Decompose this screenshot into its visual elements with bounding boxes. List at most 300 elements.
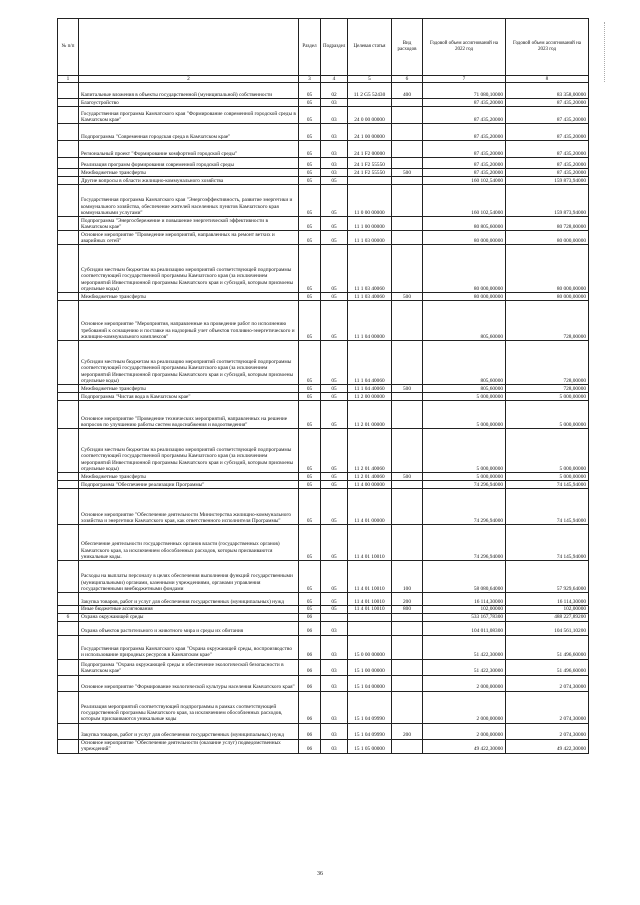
row-name: Субсидии местным бюджетам на реализацию мероприятий соответствующей подпрограммы соответствующей государственной программы Камчатского края (за исключением мероприятий Инвестиционной программы Камчатского края и субсидий, которым присвоены отдельные коды) — [79, 429, 299, 473]
row-number: 6 — [58, 613, 79, 621]
row-section: 06 — [299, 621, 321, 635]
colnum: 2 — [79, 76, 299, 83]
row-name: Другие вопросы в области жилищно-коммунального хозяйства — [79, 177, 299, 185]
row-amount-2022: 5 000,00000 — [423, 429, 506, 473]
row-section: 05 — [299, 393, 321, 401]
row-amount-2022: 80 000,00000 — [423, 293, 506, 301]
row-section: 05 — [299, 561, 321, 593]
row-number — [58, 473, 79, 481]
row-name: Межбюджетные трансферты — [79, 293, 299, 301]
row-name: Закупка товаров, работ и услуг для обеспечения государственных (муниципальных) нужд — [79, 593, 299, 606]
row-name: Расходы на выплаты персоналу в целях обеспечения выполнения функций государственными (муниципальными) органами, казенными учреждениями, органами управления государственными внебюджетными фондами — [79, 561, 299, 593]
row-subsection: 05 — [321, 177, 348, 185]
row-amount-2022: 80 000,00000 — [423, 231, 506, 245]
row-subsection: 05 — [321, 293, 348, 301]
row-section: 05 — [299, 385, 321, 393]
row-number — [58, 301, 79, 341]
row-name: Основное мероприятие "Проведение мероприятий, направленных на ремонт ветхих и аварийных сетей" — [79, 231, 299, 245]
row-section: 05 — [299, 301, 321, 341]
row-expense-type: 400 — [392, 83, 423, 99]
row-name: Межбюджетные трансферты — [79, 385, 299, 393]
row-subsection: 05 — [321, 245, 348, 293]
row-section: 05 — [299, 141, 321, 158]
table-row — [58, 393, 589, 401]
row-name: Подпрограмма "Современная городская среда в Камчатском крае" — [79, 124, 299, 141]
row-amount-2023: 80 000,00000 — [506, 231, 589, 245]
row-subsection: 03 — [321, 158, 348, 169]
row-expense-type — [392, 141, 423, 158]
row-amount-2023: 87 435,20000 — [506, 124, 589, 141]
row-expense-type — [392, 99, 423, 107]
row-expense-type: 200 — [392, 723, 423, 739]
row-target-article: 11 1 03 00000 — [348, 231, 392, 245]
row-subsection: 05 — [321, 385, 348, 393]
row-section: 05 — [299, 177, 321, 185]
row-number — [58, 124, 79, 141]
row-amount-2023: 159 873,94000 — [506, 185, 589, 217]
row-name: Государственная программа Камчатского края "Формирование современной городской среды в Камчатском крае" — [79, 107, 299, 124]
row-expense-type: 800 — [392, 606, 423, 613]
table-row — [58, 231, 589, 245]
row-target-article: 11 2 01 40060 — [348, 473, 392, 481]
row-section: 06 — [299, 691, 321, 723]
row-amount-2022: 74 296,94000 — [423, 489, 506, 525]
row-section: 06 — [299, 635, 321, 659]
row-target-article: 15 1 04 09990 — [348, 723, 392, 739]
row-target-article: 15 0 00 00000 — [348, 635, 392, 659]
row-amount-2022: 104 011,08300 — [423, 621, 506, 635]
table-row — [58, 245, 589, 293]
table-row — [58, 481, 589, 489]
row-subsection: 05 — [321, 341, 348, 385]
budget-table-sheet — [57, 18, 588, 754]
row-amount-2023: 728,00000 — [506, 385, 589, 393]
row-target-article: 11 4 01 10010 — [348, 561, 392, 593]
row-subsection: 05 — [321, 489, 348, 525]
row-amount-2023: 87 435,20000 — [506, 107, 589, 124]
row-expense-type — [392, 621, 423, 635]
row-subsection: 05 — [321, 525, 348, 561]
row-number — [58, 393, 79, 401]
row-section: 05 — [299, 293, 321, 301]
row-subsection: 05 — [321, 217, 348, 231]
row-name: Иные бюджетные ассигнования — [79, 606, 299, 613]
row-amount-2023: 2 074,30000 — [506, 691, 589, 723]
row-amount-2023: 16 114,30000 — [506, 593, 589, 606]
row-subsection: 03 — [321, 739, 348, 753]
colnum: 8 — [506, 76, 589, 83]
row-amount-2023: 87 435,20000 — [506, 141, 589, 158]
row-target-article: 11 0 00 00000 — [348, 185, 392, 217]
row-subsection: 05 — [321, 185, 348, 217]
table-row — [58, 561, 589, 593]
row-name: Субсидии местным бюджетам на реализацию мероприятий соответствующей подпрограммы соответствующей государственной программы Камчатского края (за исключением мероприятий Инвестиционной программы Камчатского края и субсидий, которым присвоены отдельные коды) — [79, 341, 299, 385]
row-number — [58, 659, 79, 675]
row-expense-type — [392, 158, 423, 169]
row-subsection: 03 — [321, 169, 348, 177]
row-name: Капитальные вложения в объекты государственной (муниципальной) собственности — [79, 83, 299, 99]
row-number — [58, 621, 79, 635]
header-name — [79, 19, 299, 76]
row-name: Региональный проект "Формирование комфортной городской среды" — [79, 141, 299, 158]
row-subsection: 03 — [321, 675, 348, 691]
table-row — [58, 158, 589, 169]
row-expense-type: 500 — [392, 473, 423, 481]
header-expense-type: Вид расходов — [392, 19, 423, 76]
row-name: Межбюджетные трансферты — [79, 169, 299, 177]
row-subsection: 03 — [321, 635, 348, 659]
row-name: Подпрограмма "Обеспечение реализации Программы" — [79, 481, 299, 489]
row-number — [58, 635, 79, 659]
row-subsection: 05 — [321, 393, 348, 401]
row-section: 05 — [299, 473, 321, 481]
row-name: Основное мероприятие "Обеспечение деятельности Министерства жилищно-коммунального хозяйства и энергетики Камчатского края, как ответственного исполнителя Программы" — [79, 489, 299, 525]
row-section: 06 — [299, 739, 321, 753]
table-row — [58, 99, 589, 107]
row-name: Реализация программ формирования современной городской среды — [79, 158, 299, 169]
table-row — [58, 293, 589, 301]
row-amount-2023: 728,00000 — [506, 341, 589, 385]
row-subsection: 03 — [321, 107, 348, 124]
row-amount-2023: 5 000,00000 — [506, 401, 589, 429]
row-amount-2022: 87 435,20000 — [423, 141, 506, 158]
header-2022: Годовой объем ассигнований на 2022 год — [423, 19, 506, 76]
budget-table — [57, 18, 589, 754]
row-section: 05 — [299, 124, 321, 141]
row-section: 05 — [299, 245, 321, 293]
row-section: 05 — [299, 231, 321, 245]
row-target-article: 11 1 03 40060 — [348, 245, 392, 293]
colnum: 5 — [348, 76, 392, 83]
row-target-article: 15 1 00 00000 — [348, 659, 392, 675]
colnum: 1 — [58, 76, 79, 83]
row-target-article — [348, 613, 392, 621]
colnum: 6 — [392, 76, 423, 83]
row-amount-2022: 160 102,54000 — [423, 177, 506, 185]
row-amount-2023: 57 929,64000 — [506, 561, 589, 593]
row-amount-2023: 104 561,10200 — [506, 621, 589, 635]
row-target-article: 11 4 01 10010 — [348, 593, 392, 606]
row-expense-type — [392, 659, 423, 675]
row-expense-type — [392, 489, 423, 525]
row-number — [58, 739, 79, 753]
row-amount-2022: 2 000,00000 — [423, 675, 506, 691]
row-target-article: 11 1 04 40060 — [348, 385, 392, 393]
row-number — [58, 169, 79, 177]
row-amount-2022: 49 422,30000 — [423, 739, 506, 753]
row-section: 05 — [299, 99, 321, 107]
row-number — [58, 231, 79, 245]
row-name: Государственная программа Камчатского края "Охрана окружающей среды, воспроизводство и использование природных ресурсов в Камчатском крае" — [79, 635, 299, 659]
row-amount-2022: 87 435,20000 — [423, 99, 506, 107]
row-amount-2022: 102,00000 — [423, 606, 506, 613]
row-target-article: 11 1 03 40060 — [348, 293, 392, 301]
row-expense-type — [392, 393, 423, 401]
row-amount-2022: 5 000,00000 — [423, 473, 506, 481]
row-subsection: 03 — [321, 99, 348, 107]
row-subsection: 05 — [321, 231, 348, 245]
row-section: 06 — [299, 659, 321, 675]
row-name: Основное мероприятие "Обеспечение деятельности (оказание услуг) подведомственных учреждений" — [79, 739, 299, 753]
row-number — [58, 606, 79, 613]
row-amount-2022: 87 435,20000 — [423, 158, 506, 169]
row-target-article: 11 2 G5 52430 — [348, 83, 392, 99]
row-amount-2022: 51 422,30000 — [423, 659, 506, 675]
row-section: 05 — [299, 217, 321, 231]
row-section: 05 — [299, 481, 321, 489]
row-expense-type — [392, 401, 423, 429]
row-number — [58, 525, 79, 561]
table-row — [58, 675, 589, 691]
row-section: 05 — [299, 429, 321, 473]
row-section: 05 — [299, 593, 321, 606]
row-target-article: 11 1 00 00000 — [348, 217, 392, 231]
table-row — [58, 169, 589, 177]
row-section: 05 — [299, 606, 321, 613]
row-subsection: 05 — [321, 481, 348, 489]
row-subsection: 03 — [321, 621, 348, 635]
table-row — [58, 739, 589, 753]
row-expense-type — [392, 301, 423, 341]
row-name: Реализация мероприятий соответствующей подпрограммы в рамках соответствующей государственной программы Камчатского края, за исключением обособленных расходов, которым присваиваются уникальные коды — [79, 691, 299, 723]
row-number — [58, 185, 79, 217]
row-amount-2023: 5 000,00000 — [506, 393, 589, 401]
table-row — [58, 489, 589, 525]
row-amount-2023: 87 435,20000 — [506, 158, 589, 169]
row-section: 05 — [299, 185, 321, 217]
column-number-row — [58, 76, 589, 83]
row-number — [58, 99, 79, 107]
row-subsection: 05 — [321, 593, 348, 606]
row-name: Благоустройство — [79, 99, 299, 107]
row-amount-2022: 71 080,10000 — [423, 83, 506, 99]
row-target-article — [348, 177, 392, 185]
row-amount-2022: 5 000,00000 — [423, 401, 506, 429]
row-target-article: 24 1 F2 00000 — [348, 141, 392, 158]
table-row — [58, 401, 589, 429]
row-subsection: 05 — [321, 429, 348, 473]
row-amount-2023: 159 873,94000 — [506, 177, 589, 185]
row-name: Подпрограмма "Чистая вода в Камчатском крае" — [79, 393, 299, 401]
row-number — [58, 691, 79, 723]
row-number — [58, 293, 79, 301]
scan-margin-mark — [604, 22, 615, 82]
row-name: Основное мероприятие "Проведение технических мероприятий, направленных на решение вопросов по улучшению работы систем водоснабжения и водоотведения" — [79, 401, 299, 429]
row-name: Субсидии местным бюджетам на реализацию мероприятий соответствующей подпрограммы соответствующей государственной программы Камчатского края (за исключением мероприятий Инвестиционной программы Камчатского края и субсидий, которым присвоены отдельные коды) — [79, 245, 299, 293]
table-row — [58, 635, 589, 659]
row-name: Охрана объектов растительного и животного мира и среды их обитания — [79, 621, 299, 635]
row-name: Охрана окружающей среды — [79, 613, 299, 621]
row-amount-2022: 51 422,30000 — [423, 635, 506, 659]
row-section: 05 — [299, 341, 321, 385]
row-number — [58, 385, 79, 393]
row-amount-2023: 49 422,30000 — [506, 739, 589, 753]
row-expense-type — [392, 245, 423, 293]
row-target-article: 11 1 04 00000 — [348, 301, 392, 341]
row-section: 05 — [299, 525, 321, 561]
table-row — [58, 217, 589, 231]
row-target-article — [348, 621, 392, 635]
row-amount-2022: 805,60000 — [423, 385, 506, 393]
table-row — [58, 593, 589, 606]
row-amount-2022: 2 000,00000 — [423, 723, 506, 739]
row-name: Закупка товаров, работ и услуг для обеспечения государственных (муниципальных) нужд — [79, 723, 299, 739]
row-target-article: 11 4 01 10010 — [348, 525, 392, 561]
row-section: 06 — [299, 723, 321, 739]
row-number — [58, 429, 79, 473]
row-amount-2023: 83 358,00000 — [506, 83, 589, 99]
row-amount-2023: 87 435,20000 — [506, 169, 589, 177]
table-row — [58, 107, 589, 124]
header-subsection: Подраздел — [321, 19, 348, 76]
row-amount-2023: 80 000,00000 — [506, 245, 589, 293]
row-target-article: 11 2 01 00000 — [348, 401, 392, 429]
table-row — [58, 525, 589, 561]
row-expense-type: 200 — [392, 593, 423, 606]
row-number — [58, 177, 79, 185]
header-2023: Годовой объем ассигнований на 2023 год — [506, 19, 589, 76]
row-amount-2022: 80 805,60000 — [423, 217, 506, 231]
colnum: 3 — [299, 76, 321, 83]
row-amount-2023: 51 496,60000 — [506, 635, 589, 659]
row-target-article: 24 1 F2 55550 — [348, 158, 392, 169]
row-amount-2023: 2 074,30000 — [506, 723, 589, 739]
row-amount-2022: 5 000,00000 — [423, 393, 506, 401]
row-target-article: 11 2 01 40060 — [348, 429, 392, 473]
row-number — [58, 593, 79, 606]
row-amount-2023: 51 496,60000 — [506, 659, 589, 675]
row-name: Основное мероприятие "Мероприятия, направленные на проведение работ по исполнению требований к оснащению и поставке на надзорный учет объектов топливно-энергетического и жилищно-коммунального комплексов" — [79, 301, 299, 341]
table-row — [58, 691, 589, 723]
row-amount-2023: 80 728,00000 — [506, 217, 589, 231]
row-number — [58, 401, 79, 429]
row-amount-2022: 2 000,00000 — [423, 691, 506, 723]
row-expense-type — [392, 217, 423, 231]
row-subsection: 05 — [321, 301, 348, 341]
row-amount-2022: 160 102,54000 — [423, 185, 506, 217]
row-expense-type: 500 — [392, 169, 423, 177]
row-number — [58, 481, 79, 489]
table-row — [58, 83, 589, 99]
table-row — [58, 659, 589, 675]
row-number — [58, 723, 79, 739]
row-subsection: 05 — [321, 561, 348, 593]
colnum: 4 — [321, 76, 348, 83]
table-row — [58, 385, 589, 393]
row-section: 06 — [299, 675, 321, 691]
row-expense-type: 100 — [392, 561, 423, 593]
row-subsection: 03 — [321, 141, 348, 158]
row-number — [58, 217, 79, 231]
row-expense-type — [392, 481, 423, 489]
row-number — [58, 675, 79, 691]
row-expense-type — [392, 429, 423, 473]
row-expense-type — [392, 675, 423, 691]
row-amount-2023: 5 000,00000 — [506, 429, 589, 473]
row-target-article: 11 1 04 40060 — [348, 341, 392, 385]
row-amount-2022: 87 435,20000 — [423, 124, 506, 141]
row-amount-2023: 74 145,94000 — [506, 525, 589, 561]
row-amount-2022: 87 435,20000 — [423, 107, 506, 124]
row-amount-2022: 16 114,30000 — [423, 593, 506, 606]
row-expense-type — [392, 177, 423, 185]
row-target-article: 15 1 04 09990 — [348, 691, 392, 723]
row-section: 06 — [299, 613, 321, 621]
page-number: 36 — [317, 871, 323, 877]
row-amount-2022: 74 296,94000 — [423, 481, 506, 489]
row-section: 05 — [299, 83, 321, 99]
row-section: 05 — [299, 107, 321, 124]
row-expense-type — [392, 231, 423, 245]
row-expense-type — [392, 107, 423, 124]
row-name: Обеспечение деятельности государственных органов власти (государственных органов) Камчатского края, за исключением обособленных расходов, которым присваиваются уникальные коды. — [79, 525, 299, 561]
table-row — [58, 124, 589, 141]
header-section: Раздел — [299, 19, 321, 76]
table-row — [58, 723, 589, 739]
row-expense-type — [392, 525, 423, 561]
row-amount-2023: 102,00000 — [506, 606, 589, 613]
row-target-article: 24 0 00 00000 — [348, 107, 392, 124]
row-expense-type — [392, 124, 423, 141]
row-amount-2022: 58 080,64000 — [423, 561, 506, 593]
row-amount-2023: 74 145,94000 — [506, 481, 589, 489]
row-amount-2023: 728,00000 — [506, 301, 589, 341]
table-row — [58, 429, 589, 473]
row-target-article: 11 4 01 00000 — [348, 489, 392, 525]
row-expense-type — [392, 739, 423, 753]
header-target: Целевая статья — [348, 19, 392, 76]
row-number — [58, 245, 79, 293]
row-target-article: 11 4 01 10010 — [348, 606, 392, 613]
row-target-article: 24 1 00 00000 — [348, 124, 392, 141]
row-subsection: 03 — [321, 723, 348, 739]
row-expense-type — [392, 691, 423, 723]
row-number — [58, 341, 79, 385]
row-expense-type — [392, 341, 423, 385]
row-name: Основное мероприятие "Формирование экологической культуры населения Камчатского края" — [79, 675, 299, 691]
table-row — [58, 341, 589, 385]
row-section: 05 — [299, 489, 321, 525]
row-number — [58, 107, 79, 124]
row-amount-2023: 488 227,89200 — [506, 613, 589, 621]
row-subsection: 02 — [321, 83, 348, 99]
row-section: 05 — [299, 169, 321, 177]
row-name: Подпрограмма "Охрана окружающей среды и обеспечение экологической безопасности в Камчатском крае" — [79, 659, 299, 675]
row-subsection: 05 — [321, 401, 348, 429]
row-name: Межбюджетные трансферты — [79, 473, 299, 481]
row-amount-2023: 74 145,94000 — [506, 489, 589, 525]
row-name: Государственная программа Камчатского края "Энергоэффективность, развитие энергетики и коммунального хозяйства, обеспечение жителей населенных пунктов Камчатского края коммунальными услугами" — [79, 185, 299, 217]
row-expense-type: 500 — [392, 385, 423, 393]
table-row — [58, 141, 589, 158]
table-row — [58, 301, 589, 341]
row-amount-2023: 2 074,30000 — [506, 675, 589, 691]
row-target-article — [348, 99, 392, 107]
row-amount-2023: 5 000,00000 — [506, 473, 589, 481]
row-target-article: 11 2 00 00000 — [348, 393, 392, 401]
row-expense-type — [392, 185, 423, 217]
header-row — [58, 19, 589, 76]
row-expense-type — [392, 613, 423, 621]
row-amount-2023: 80 000,00000 — [506, 293, 589, 301]
row-name: Подпрограмма "Энергосбережение и повышение энергетической эффективности в Камчатском крае" — [79, 217, 299, 231]
colnum: 7 — [423, 76, 506, 83]
row-target-article: 24 1 F2 55550 — [348, 169, 392, 177]
row-subsection — [321, 613, 348, 621]
table-row — [58, 473, 589, 481]
row-subsection: 03 — [321, 124, 348, 141]
row-expense-type — [392, 635, 423, 659]
